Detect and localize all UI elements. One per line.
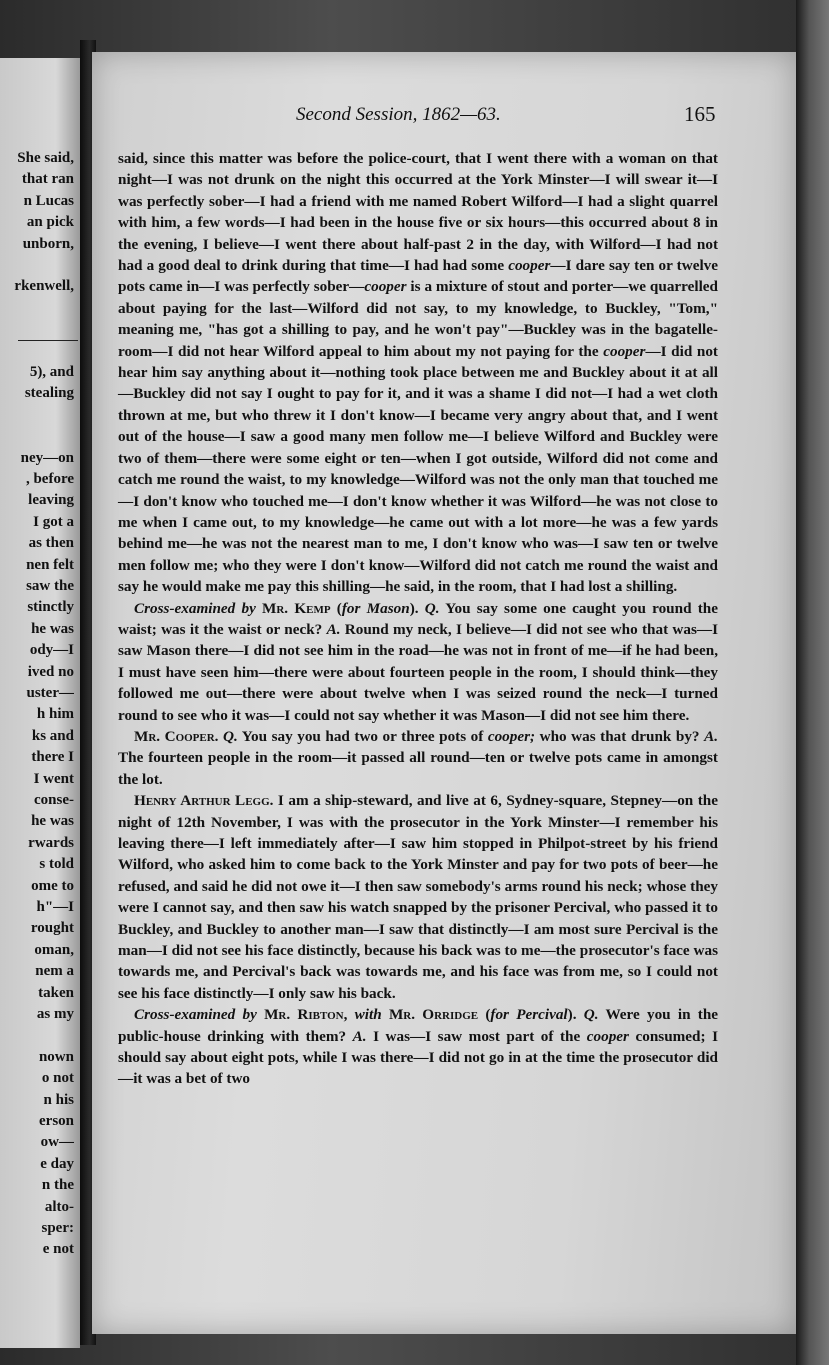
left-page-fragment: as my — [36, 1006, 74, 1022]
left-page-fragment: he was — [31, 620, 74, 637]
text-segment: said, since this matter was before the police-court, that I went there with a woman on that night—I was not drunk on the night this occurred at the York Minster—I will swear it—I was perfectly sober—I had a friend with me named Robert Wilford—I had a slight quarrel with him, a few words—I had been in the house five or six hours—this occurred about 8 in the evening, I believe—I went there about half-past 2 in the day, with Wilford—I had not had a good deal to drink during that time—I had had some — [118, 150, 718, 275]
text-segment: ( — [330, 599, 342, 617]
text-segment: I am a ship-steward, and live at 6, Sydney-square, Stepney—on the night of 12th November, I was with the prosecutor in the York Minster—I remember his leaving there—I left immediately after—I saw him stopped in Philpot-street by his friend Wilford, who asked him to come back to the York Minster and pay for two pots of beer—he refused, and said he did not owe it—I then saw somebody's arms round his neck; whose they were I cannot say, and then saw his watch snapped by the prisoner Percival, who passed it to Buckley, and Buckley to another man—I saw that distinctly—I am most sure Percival is the man—I did not see his face distinctly, because his back was to me—the prosecutor's face was towards me, and Percival's back was towards me, and his face was from me, so I could not see his face distinctly—I only saw his back. — [118, 792, 718, 1002]
left-page-fragment: erson — [39, 1113, 74, 1129]
left-page-fragment: s told — [39, 856, 74, 873]
left-page-fragment: he was — [31, 813, 74, 830]
left-page-fragment: taken — [38, 984, 74, 1001]
italic-text: A. — [352, 1027, 367, 1045]
speaker-name: Mr. Kemp — [262, 599, 331, 617]
text-segment — [382, 1006, 389, 1023]
text-segment: who was that drunk by? — [535, 727, 705, 745]
left-page-fragment: rought — [30, 920, 74, 937]
left-page-fragment: leaving — [28, 492, 74, 509]
left-page-fragment: 5), and — [29, 364, 74, 380]
italic-text: with — [354, 1006, 382, 1024]
left-page-fragment: oman, — [34, 941, 74, 958]
text-segment: consumed; I should say about eight pots, while I was there—I did not go in at the time the prosecutor did—it was a bet of two — [118, 1027, 718, 1088]
italic-text: Cross-examined by — [134, 599, 263, 617]
left-page-fragment: ody—I — [29, 642, 74, 659]
left-page-fragment: conse- — [34, 792, 74, 808]
left-page-fragment: that ran — [21, 171, 74, 188]
speaker-name: Mr. Orridge — [388, 1006, 479, 1024]
italic-text: cooper — [603, 342, 646, 360]
text-segment: You say some one caught you round the waist; was it the waist or neck? — [118, 599, 718, 638]
left-page-fragment: stinctly — [27, 599, 74, 616]
left-page-fragment: as then — [28, 535, 74, 552]
text-segment: Were you in the public-house drinking with them? — [118, 1006, 719, 1045]
left-page-fragment: sper: — [41, 1220, 74, 1236]
italic-text: for Percival — [490, 1006, 568, 1024]
left-page-fragment: n the — [41, 1177, 74, 1194]
left-page-fragment: ome to — [31, 877, 74, 894]
text-segment: , — [343, 1006, 355, 1024]
italic-text: Q. — [424, 599, 440, 617]
text-segment: You say you had two or three pots of — [237, 727, 488, 745]
text-segment: ). — [567, 1006, 584, 1024]
left-page-fragment: ks and — [31, 727, 74, 744]
text-segment: Round my neck, I believe—I did not see who that was—I saw Mason there—I did not see him in the road—he was not in front of me—if he had been, I must have seen him—there were about fourteen people in the room, I should think—they followed me out—there were about twelve when I was seized round the neck—I turned round to see who it was—I could not say whether it was Mason—I did not see him there. — [118, 620, 718, 724]
paragraph — [118, 726, 718, 790]
speaker-name: Henry Arthur Legg. — [134, 792, 274, 810]
left-page-fragment: , before — [25, 471, 74, 487]
left-page-rule — [18, 340, 78, 341]
left-page-fragment: n his — [43, 1091, 74, 1108]
left-page-fragment: ney—on — [20, 449, 74, 466]
italic-text: cooper — [586, 1027, 629, 1045]
left-page-fragment: n Lucas — [23, 192, 74, 209]
left-page-fragment: e not — [42, 1241, 74, 1258]
left-page-fragment: e day — [40, 1155, 74, 1172]
left-page-fragment: h"—I — [36, 899, 74, 915]
left-page-fragment: alto- — [44, 1198, 74, 1215]
text-segment: ). — [409, 599, 425, 617]
italic-text: for Mason — [341, 599, 410, 617]
left-page-fragment: nen felt — [26, 556, 74, 573]
left-page-fragment: rwards — [28, 834, 74, 851]
left-page-fragment: uster— — [26, 685, 74, 701]
speaker-name: Mr. Ribton — [264, 1006, 344, 1024]
right-page-edge — [796, 0, 829, 1365]
italic-text: cooper; — [487, 727, 536, 745]
text-segment: I was—I saw most part of the — [366, 1027, 587, 1045]
left-page-fragment: nem a — [35, 963, 74, 980]
left-page-fragment: rkenwell, — [14, 278, 74, 295]
text-segment: —I did not hear him say anything about it—nothing took place between me and Buckley about it at all—Buckley did not say I ought to pay for it, and it was a shame I did not—I had a wet cloth thrown at me, but who threw it I don't know—I became very angry about that, and I went out of the house—I saw a good many men follow me—I believe Wilford and Buckley were two of them—there were some eight or ten—when I got outside, Wilford did not come and catch me round the waist, to my knowledge—Wilford was not the only man that touched me—I don't know who touched me—I don't know whether it was Wilford—he was not close to me when I came out, to my knowledge—he came out with a lot more—he was a few yards behind me—he was not the nearest man to me, I don't know who was—I saw ten or twelve men follow me; who they were I don't know—Wilford did not catch me round the waist and say he would make me pay this shilling—he said, in the room, that I had lost a shilling. — [118, 342, 718, 596]
italic-text: cooper — [364, 278, 407, 296]
left-page-fragment: h him — [36, 706, 74, 723]
left-page-fragment: I went — [33, 770, 74, 787]
left-page-fragment: unborn, — [22, 235, 74, 252]
left-page-fragment: ived no — [27, 663, 74, 680]
speaker-name: Mr. Cooper. — [134, 727, 219, 745]
left-page-fragment: nown — [38, 1048, 74, 1065]
left-page-fragment: an pick — [26, 214, 74, 231]
paragraph — [118, 598, 718, 726]
paragraph — [118, 790, 718, 1004]
left-page-edge — [0, 58, 80, 1348]
left-page-fragment: o not — [41, 1070, 74, 1087]
italic-text: cooper — [508, 257, 551, 275]
paragraph — [118, 148, 718, 598]
running-title: Second Session, 1862—63. — [296, 104, 501, 125]
text-segment: —I dare say ten or twelve pots came in—I was perfectly sober— — [118, 257, 718, 296]
page-body — [118, 148, 718, 1090]
italic-text: Q. — [583, 1006, 599, 1024]
left-page-fragment: stealing — [24, 385, 74, 402]
left-page-fragment: She said, — [17, 150, 74, 166]
left-page-fragment: saw the — [26, 578, 74, 594]
left-page-fragment: ow— — [40, 1134, 74, 1151]
text-segment: ( — [478, 1006, 491, 1024]
italic-text: A. — [704, 727, 718, 745]
text-segment: is a mixture of stout and porter—we quarrelled about paying for the last—Wilford did not say, to my knowledge, to Buckley, "Tom," meaning me, "has got a shilling to pay, and he won't pay"—Buckley was in the bagatelle-room—I did not hear Wilford appeal to him about my not paying for the — [118, 278, 718, 360]
left-page-fragment: I got a — [33, 513, 74, 530]
italic-text: Q. — [223, 727, 238, 745]
page-number: 165 — [684, 102, 716, 126]
left-page-fragment: there I — [31, 749, 74, 766]
text-segment: The fourteen people in the room—it passed all round—ten or twelve pots came in amongst the lot. — [118, 749, 718, 788]
paragraph — [118, 1004, 718, 1090]
italic-text: Cross-examined by — [134, 1006, 265, 1024]
italic-text: A. — [326, 620, 341, 638]
